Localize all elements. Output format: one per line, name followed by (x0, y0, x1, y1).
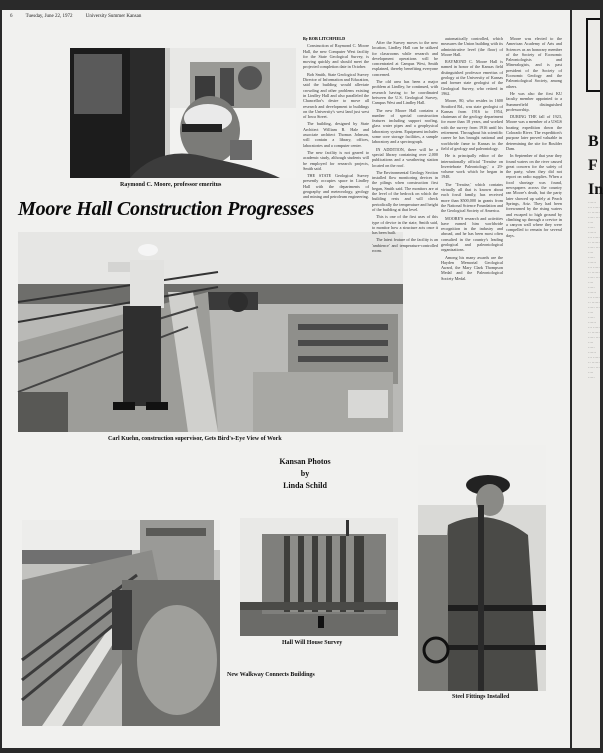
paper-name: University Summer Kansan (85, 14, 142, 19)
article-column-3 (441, 36, 503, 421)
paragraph: In September of that year they found waters on the river caused great concern for the safety of the party, when they did not report on radio supplies. When a food shortage was found, newspapers across the country ran Moore's death, but the party later showed up safely at Peach Springs, Ariz. They had been forewarned by the rising waters and escaped to high ground by climbing up through a crevice in a canyon wall where they were compelled to remain for several days. (506, 153, 562, 238)
caption-walkway: New Walkway Connects Buildings (227, 672, 315, 678)
caption-steel: Steel Fittings Installed (452, 694, 510, 700)
paragraph: Bob Smith, State Geological Survey Director of Information and Education, said the building would alleviate crowding and other problems existing in Lindley Hall and also paralleled the Chancellor's desire to move all research and development to buildings on the University's west land just west of Iowa Street. (303, 71, 369, 120)
hall-photo-art (240, 518, 398, 636)
edge-letter: F (588, 157, 598, 174)
paragraph: RAYMOND C. Moore Hall is named in honor of the Kansas field distinguished professor emeritus of geology at the University of Kansas and former state geologist of the Geological Survey, who retired in 1962. (441, 59, 503, 96)
credit-line: Linda Schild (283, 481, 327, 490)
moore-photo-art (70, 48, 296, 178)
paragraph: automatically controlled, which measures the Union building with its administrative level (the floor) of Moore Hall. (441, 36, 503, 57)
paragraph: MOORE'S research and activities have earned him worldwide recognition in the industry and abroad, and he has been most often consulted in the country's leading geological and paleontological organizations. (441, 215, 503, 253)
paragraph: The building, designed by State Architect William R. Hale and associate architect Thomas Johnson, will contain a library, offices, laboratories and a computer center. (303, 121, 369, 148)
paragraph: The latest feature of the facility is an 'ambience' and temperature-controlled room. (372, 237, 438, 253)
edge-letter: B (588, 133, 599, 150)
photo-steel-fittings (418, 445, 546, 691)
page-number: 6 (10, 14, 13, 19)
edge-letter: In (588, 181, 603, 198)
article-column-2 (372, 40, 438, 425)
paragraph: He is principally editor of the internationally official 'Treatise on Invertebrate Paleontology,' a 29-volume work which he began in 1948. (441, 153, 503, 180)
paragraph: Moore was elected to the American Academy of Arts and Sciences as an honorary member of the Society of Economic Paleontologists and Mineralogists, and is past president of the Society of Economic Geology and the Paleontological Society, among others. (506, 36, 562, 89)
photo-walkway (22, 520, 220, 726)
issue-date: Tuesday, June 22, 1972 (25, 14, 73, 19)
paragraph: The old area has been a major problem at Lindley, he continued, with research having to be coordinated between the U.S. Geological Survey, Campus West and Lindley Hall. (372, 79, 438, 106)
walkway-photo-art (22, 520, 220, 726)
paragraph: The new facility is not geared to academic study, although students will be employed for research projects, Smith said. (303, 149, 369, 171)
paragraph: After the Survey moves to the new location, Lindley Hall can be utilized for classrooms while research and development operations will be concentrated at Campus West, Smith explained, thereby benefiting everyone concerned. (372, 40, 438, 77)
paragraph: He was also the first KU faculty member appointed to a Summerfield distinguished professorship. (506, 90, 562, 112)
article-column-1 (303, 36, 369, 421)
paragraph: IN ADDITION, there will be a special library containing over 2,000 publications and a weathering station located on the roof. (372, 146, 438, 168)
paragraph: The Environmental Geology Section installed flow monitoring devices in the pilings when construction first began, Smith said. The monitors are at the level of the bedrock on which the building rests and will check periodically the temperature and height of the building at that level. (372, 169, 438, 212)
steel-photo-art (418, 445, 546, 691)
paragraph: This is one of the first uses of this type of device in the state, Smith said, to monitor how a structure acts once it has been built. (372, 214, 438, 236)
paragraph: Construction of Raymond C. Moore Hall, the new Computer West facility for the State Geological Survey, is moving quickly and should meet the projected completion date in October. (303, 43, 369, 70)
caption-kuehn: Carl Kuehn, construction supervisor, Gets Bird's-Eye View of Work (108, 436, 282, 442)
byline: By BOB LITCHFIELD (303, 36, 346, 41)
article-column-4 (506, 36, 562, 421)
paragraph: THE STATE Geological Survey presently occupies space in Lindley Hall with the departments of geography and meteorology, geology and mining and petroleum engineering. (303, 173, 369, 200)
paragraph: DURING THE fall of 1923, Moore was a member of a USGS boating expedition down the Colorado River. The expedition's purpose later proved valuable in determining the site for Boulder Dam. (506, 114, 562, 151)
paragraph: Moore, 80, who resides in 1600 Stratford Rd., was state geologist of Kansas from 1916 to 1954, chairman of the geology department for more than 18 years, and worked with the survey from 1916 until his retirement. Throughout his scientific career he has brought national and worldwide fame to Kansas in the field of geology and paleontology. (441, 98, 503, 151)
adjacent-page-text: ······ ··· ····· ·· ······ ····· ··· ···· ····· ······ ··· ····· ·· ······ ····· ··· ···· ····· ······ ··· ····· ·· ······ ····· ··· ···· ····· ······ ··· ····· ·· ······ ····· ··· ···· ····· ······ ··· ····· ·· ······ ····· ··· ···· ····· ······ ··· ····· ·· ······ ····· ··· ···· ····· (588, 200, 600, 380)
caption-moore: Raymond C. Moore, professor emeritus (120, 182, 222, 188)
adjacent-page-headline (588, 130, 603, 202)
caption-hall: Hall Will House Survey (282, 640, 343, 646)
photo-credit (250, 456, 360, 492)
masthead (10, 14, 153, 19)
credit-line: by (300, 469, 310, 478)
paragraph: The new Moore Hall contains a number of special construction features including support roofing, glass water pipes and a geophysical laboratory system. Equipment includes some core storage facilities, a sample laboratory and a spectrograph. (372, 107, 438, 145)
adjacent-page-frame (586, 18, 600, 92)
page-title: Moore Hall Construction Progresses (18, 198, 315, 220)
credit-line: Kansan Photos (279, 457, 331, 466)
photo-moore-hall-exterior (240, 518, 398, 636)
paragraph: The 'Treatise,' which contains virtually all that is known about each fossil family, has received more than $500,000 in grants from the National Science Foundation and the Geological Society of America. (441, 181, 503, 214)
paragraph: Among his many awards are the Hayden Memorial Geological Award, the Mary Clark Thompson Medal and the Paleontological Society Medal. (441, 254, 503, 281)
photo-raymond-moore (70, 48, 296, 178)
